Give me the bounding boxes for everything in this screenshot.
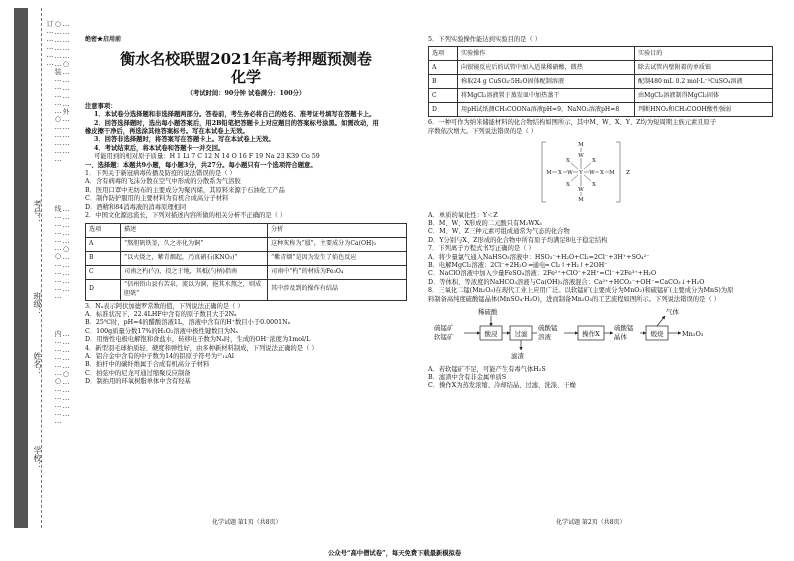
atom-m-right: M xyxy=(609,170,615,177)
notice-item: 4．考试结束后，将本试卷和答题卡一并交回。 xyxy=(94,144,225,152)
question-option: B．拍杆中的碳纤维属于合成有机高分子材料 xyxy=(85,361,210,369)
table-cell: 称取24 g CuSO₄·5H₂O固体配制溶液 xyxy=(458,75,635,89)
page-footer-left: 化学试题 第1页（共8页） xyxy=(212,519,282,526)
atom-y-center: Y xyxy=(579,170,583,177)
table-cell: B xyxy=(429,75,458,89)
binding-dots-middle: ……………○……………线……………○…………… xyxy=(54,205,70,300)
atom-x-lower-left: X xyxy=(566,182,570,189)
question-option: D．用惰性电极电解饱和食盐水，转移电子数为Nₐ时，生成的OH⁻浓度为1mol/L xyxy=(85,336,311,344)
flow-step-acid-leach: 酸浸 xyxy=(484,330,498,339)
table-cell: “以火烧之，紫青烟起，乃真硝石(KNO₃)” xyxy=(121,251,268,265)
binding-dots-bottom: ……………○……………内……………○…………… xyxy=(54,330,70,425)
table-cell: 判断HNO₂和CH₃COOH酸性强弱 xyxy=(635,103,773,117)
table-cell: 这种灰称为“蜃”，主要成分为Ca(OH)₂ xyxy=(268,237,407,251)
table-header-row xyxy=(429,47,773,61)
table-header-cell: 实验操作 xyxy=(458,47,635,61)
flow-solution-line2: 溶液 xyxy=(538,333,551,342)
flow-input-pyrolusite: 软锰矿 xyxy=(434,333,454,342)
notice-item: 橡皮擦干净后，再选涂其他答案标号。写在本试卷上无效。 xyxy=(85,128,249,136)
question-option: B．医用口罩中无纺布的主要成分为聚丙烯，其原料来源于石油化工产品 xyxy=(85,186,285,194)
table-header-cell: 选项 xyxy=(86,223,121,237)
flow-residue: 滤渣 xyxy=(511,352,524,361)
atom-w-top: W xyxy=(578,153,584,160)
question-stem: 4．新型羽毛球拍质轻、硬度和弹性好，由多种新材料制成，下列说法正确的是（ ） xyxy=(85,344,318,352)
question-stem: 8．三氧化二锰(Mn₂O₃)在现代工业上应用广泛。以软锰矿(主要成分为MnO₂)和硫锰矿(主要成分为MnS)为原 xyxy=(428,287,734,295)
binding-dots-top: ……………○……………外……………○……………装……………○……………订…………… xyxy=(46,20,70,163)
q2-table xyxy=(85,223,407,301)
question-stem: 2．中国文化源远流长，下列对描述内容所做的相关分析不正确的是（ ） xyxy=(85,212,287,220)
atomic-masses: 可能用到的相对原子质量：H 1 Li 7 C 12 N 14 O 16 F 19 Na 23 K39 Co 59 xyxy=(94,153,320,161)
table-cell: 将MgCl₂溶液置于蒸发皿中加热蒸干 xyxy=(458,89,635,103)
table-cell: B xyxy=(86,251,121,265)
question-stem: 6．一种可作为纳米储能材料的化合物结构如图所示，其中M、W、X、Y、Z均为短周期主族元素且原子 xyxy=(428,119,717,127)
atom-m-bottom: M xyxy=(578,197,584,204)
table-cell: D xyxy=(86,279,121,300)
question-option: C．操作X为蒸发浓缩、冷却结晶、过滤、洗涤、干燥 xyxy=(428,382,576,390)
table-row xyxy=(86,265,407,279)
atom-x-right: X xyxy=(600,170,604,177)
q5-table xyxy=(428,46,773,117)
exam-time-and-score: （考试时间：90分钟 试卷满分：100分） xyxy=(186,90,306,98)
table-cell: 除去试管内壁附着的单质银 xyxy=(635,61,773,75)
paper-subject: 化学 xyxy=(230,68,261,87)
table-cell: 用pH试纸测CH₃COONa溶液pH=9，NaNO₂溶液pH=8 xyxy=(458,103,635,117)
question-stem: 料制备高纯度硫酸锰晶体(MnSO₄·H₂O)，进而制备Mn₂O₃的工艺流程如图所示。下列说法错误的是（ ） xyxy=(428,295,720,303)
table-header-cell: 分析 xyxy=(268,223,407,237)
table-cell: 司南中“杓”的材质为Fe₃O₄ xyxy=(268,265,407,279)
question-option: C．拍弦中的尼龙可通过缩聚反应制备 xyxy=(85,369,191,377)
table-row xyxy=(86,237,407,251)
question-stem: 7．下列离子方程式书写正确的是（ ） xyxy=(428,245,535,253)
question-stem: 1．下列关于新冠病毒传播及防疫的说法错误的是（ ） xyxy=(85,170,236,178)
atom-x-upper-left: X xyxy=(566,158,570,165)
field-name: 姓名： xyxy=(33,352,42,376)
table-header-cell: 描述 xyxy=(121,223,268,237)
question-option: B．滤渣中含有非金属单质S xyxy=(428,373,507,381)
question-option: A．含有病毒的飞沫分散在空气中形成的分散系为气溶胶 xyxy=(85,178,241,186)
flow-gas: 气体 xyxy=(666,308,679,317)
table-row xyxy=(429,75,773,89)
atom-x-lower-right: X xyxy=(592,182,596,189)
question-option: D．酒精和84消毒液的消毒原理相同 xyxy=(85,203,187,211)
table-cell: 配制480 mL 0.2 mol·L⁻¹CuSO₄溶液 xyxy=(635,75,773,89)
table-cell: 向银镜反应后的试管中加入适量稀硝酸，微热 xyxy=(458,61,635,75)
atom-w-bottom: W xyxy=(578,187,584,194)
flow-crystal: 硫酸锰 xyxy=(614,324,634,333)
atom-m-top: M xyxy=(578,142,584,149)
q8-process-flowchart xyxy=(434,306,704,360)
table-cell: “信州铅山县有苦泉，流以为涧，挹其水熬之，则成胆矾” xyxy=(121,279,268,300)
question-option: B．M、W、X形成的二元酸只有M₂WX₃ xyxy=(428,220,542,228)
question-option: C．NaClO溶液中加入少量FeSO₄溶液：2Fe²⁺+ClO⁻+2H⁺=Cl⁻+2Fe³⁺+H₂O xyxy=(428,270,657,278)
notice-item: 1．本试卷分选择题和非选择题两部分。答卷前，考生务必将自己的姓名、准考证号填写在答题卡上。 xyxy=(94,111,376,119)
table-cell: A xyxy=(429,61,458,75)
flow-input-sulfur-manganese-ore: 硫锰矿 xyxy=(434,324,454,333)
flow-product: Mn₂O₃ xyxy=(682,330,704,339)
flow-step-calcine: 煅烧 xyxy=(650,330,664,339)
atom-m-left: M xyxy=(546,170,552,177)
q6-structure-diagram xyxy=(538,138,634,206)
question-stem: 3．Nₐ表示阿伏加德罗常数的值，下列说法正确的是（ ） xyxy=(85,302,244,310)
question-option: A．标准状况下，22.4LHF中含有的原子数目大于2Nₐ xyxy=(85,310,237,318)
question-option: A．若软锰矿不足，可能产生有毒气体H₂S xyxy=(428,365,546,373)
flow-reagent-dilute-acid: 稀硫酸 xyxy=(478,308,498,317)
table-row xyxy=(429,103,773,117)
right-column xyxy=(428,36,773,391)
bottom-promo-note: 公众号“高中僧试卷”，每天免费下载最新模拟卷 xyxy=(328,550,462,557)
field-class: 班级： xyxy=(33,292,42,316)
binding-strip-dark-bar xyxy=(14,8,28,528)
field-exam-number: 考号： xyxy=(33,200,42,224)
left-column xyxy=(85,36,407,387)
flow-step-operation-x: 操作X xyxy=(582,330,600,339)
table-row xyxy=(429,61,773,75)
flow-step-filter: 过滤 xyxy=(514,330,528,339)
table-cell: “紫青烟”是因为发生了焰色反应 xyxy=(268,251,407,265)
notice-heading: 注意事项： xyxy=(85,102,117,110)
table-cell: C xyxy=(86,265,121,279)
table-header-cell: 实验目的 xyxy=(635,47,773,61)
table-row xyxy=(86,251,407,265)
flow-arrow xyxy=(657,316,665,326)
notice-item: 3．回答非选择题时，将答案写在答题卡上。写在本试卷上无效。 xyxy=(94,136,275,144)
confidential-mark: 绝密★启用前 xyxy=(85,36,122,43)
paper-title: 衡水名校联盟2021年高考押题预测卷 xyxy=(120,50,372,69)
question-option: C．100g质量分数17%的H₂O₂溶液中极性键数目为Nₐ xyxy=(85,327,238,335)
table-header-cell: 选项 xyxy=(429,47,458,61)
table-cell: D xyxy=(429,103,458,117)
flow-crystal-line2: 晶体 xyxy=(614,333,627,342)
question-option: D．制拍用的环氧树脂单体中含有羟基 xyxy=(85,378,191,386)
question-option: B．电解MgCl₂溶液：2Cl⁻+2H₂O ═通电═ Cl₂↑+H₂↑+2OH⁻ xyxy=(428,262,608,270)
atom-x-upper-right: X xyxy=(592,158,596,165)
table-cell: 由MgCl₂溶液制得MgCl₂固体 xyxy=(635,89,773,103)
atom-w-right: W xyxy=(589,170,595,177)
table-cell: A xyxy=(86,237,121,251)
question-option: A．单质的氧化性：Y＜Z xyxy=(428,211,498,219)
question-option: C．制作防护服用的主要材料为有机合成高分子材料 xyxy=(85,195,229,203)
notice-item: 2．回答选择题时，选出每小题答案后，用2B铅笔把答题卡上对应题目的答案标号涂黑。如需改动，用 xyxy=(94,119,379,127)
atom-w-left: W xyxy=(567,170,573,177)
question-option: B．25℃时，pH=4的醋酸溶液1L，溶液中含有的H⁺数目小于0.0001Nₐ xyxy=(85,319,291,327)
question-option: A．铝合金中含有的中子数为14的铝原子符号为²⁷₁₃Al xyxy=(85,352,234,360)
table-row xyxy=(429,89,773,103)
atom-x-left: X xyxy=(558,170,562,177)
table-row xyxy=(86,279,407,300)
question-option: D．Y分别与X、Z形成的化合物中所有原子均满足8电子稳定结构 xyxy=(428,236,608,244)
atom-z-counterion: Z xyxy=(626,170,630,177)
section-heading: 一、选择题：本题共9小题，每小题3分，共27分。每小题只有一个选项符合题意。 xyxy=(85,161,317,169)
table-cell: 其中涉及到的操作有结晶 xyxy=(268,279,407,300)
table-cell: C xyxy=(429,89,458,103)
flow-solution: 硫酸锰 xyxy=(538,324,558,333)
field-school: 学校： xyxy=(33,446,42,470)
table-cell: “熬胆矾铁釜，久之亦化为铜” xyxy=(121,237,268,251)
question-stem: 序数依次增大。下列说法错误的是（ ） xyxy=(428,127,538,135)
page-footer-right: 化学试题 第2页（共8页） xyxy=(556,519,626,526)
question-stem: 5．下列实验操作能达到实验目的是（ ） xyxy=(428,36,542,43)
table-header-row xyxy=(86,223,407,237)
table-cell: 司南之杓(勺)，投之于地，其柢(勺柄)指南 xyxy=(121,265,268,279)
question-option: A．将少量氯气通入NaHSO₃溶液中：HSO₃⁻+H₂O+Cl₂=2Cl⁻+3H⁺+SO₄²⁻ xyxy=(428,253,650,261)
question-option: D．等体积、等浓度的NaHCO₃溶液与Ca(OH)₂溶液混合：Ca²⁺+HCO₃⁻+OH⁻=CaCO₃↓+H₂O xyxy=(428,278,705,286)
question-option: C．M、W、Z三种元素可组成通常为气态的化合物 xyxy=(428,228,570,236)
